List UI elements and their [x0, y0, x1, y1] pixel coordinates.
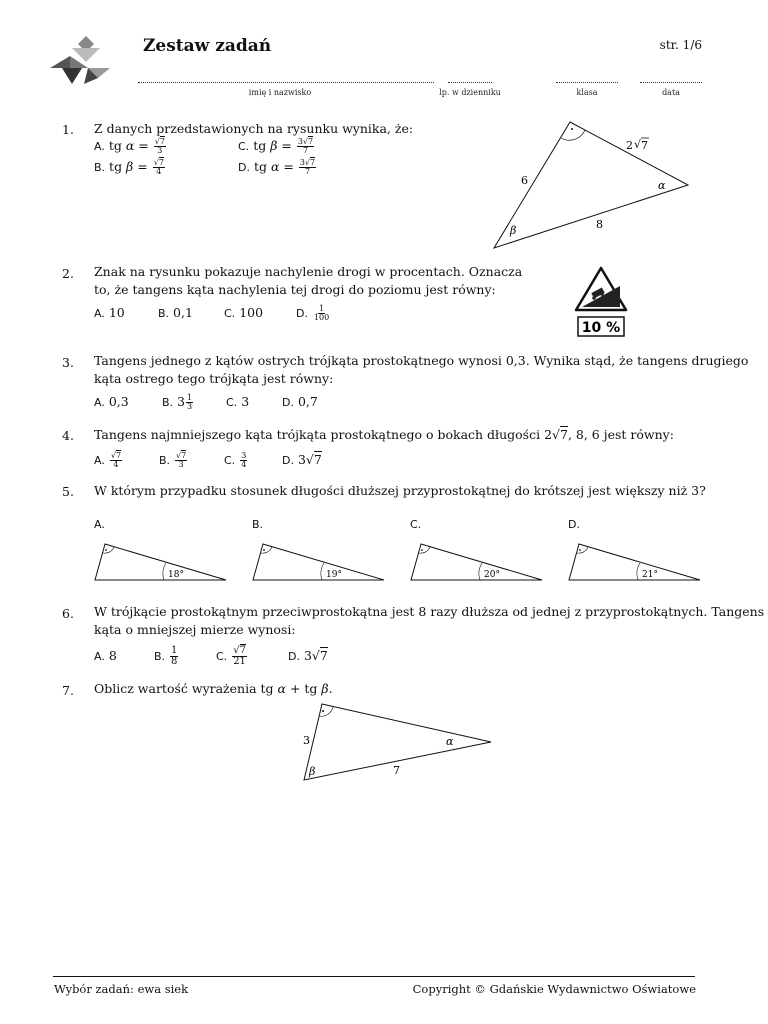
q7-label-7: 7	[393, 764, 400, 777]
q5-option-b-letter: B.	[252, 518, 264, 531]
q5-triangle-b	[250, 540, 390, 584]
road-slope-sign	[574, 266, 628, 338]
q1-beta: β	[510, 224, 517, 237]
date-label: data	[662, 88, 680, 97]
q7-triangle-figure	[292, 696, 502, 786]
q7-label-3: 3	[303, 734, 310, 747]
q5-text: W którym przypadku stosunek długości dłuższej przyprostokątnej do krótszej jest większy niż 3?	[94, 483, 706, 498]
q6-answer-d: D. 3√7	[288, 648, 328, 663]
q5-number: 5.	[62, 484, 74, 499]
q1-text: Z danych przedstawionych na rysunku wynika, że:	[94, 121, 414, 136]
page-number: str. 1/6	[659, 38, 702, 52]
q1-triangle-figure	[480, 112, 700, 257]
q2-answer-a: A. 10	[94, 305, 125, 320]
q3-answer-d: D. 0,7	[282, 394, 318, 409]
date-field-line	[640, 72, 702, 83]
q2-text-line1: Znak na rysunku pokazuje nachylenie drogi w procentach. Oznacza	[94, 264, 523, 279]
q6-answer-b: B. $\frac{1}{8}$	[154, 645, 178, 667]
q7-beta: β	[309, 765, 316, 778]
q1-label-6: 6	[521, 174, 528, 187]
q1-sqrt-sign: √	[634, 138, 642, 151]
q5-triangle-d	[566, 540, 706, 584]
q2-number: 2.	[62, 266, 74, 281]
name-field-line	[138, 72, 434, 83]
q5-angle-d: 21°	[642, 570, 658, 580]
q5-angle-c: 20°	[484, 570, 500, 580]
q6-text-line1: W trójkącie prostokątnym przeciwprostokątna jest 8 razy dłuższa od jednej z przyprostokątnych. Tangens	[94, 604, 765, 619]
q7-text: Oblicz wartość wyrażenia tg α + tg β.	[94, 681, 333, 696]
q5-triangle-a	[92, 540, 232, 584]
q4-number: 4.	[62, 428, 74, 443]
page-title: Zestaw zadań	[143, 36, 272, 56]
footer-left: Wybór zadań: ewa siek	[54, 982, 189, 996]
q5-option-c-letter: C.	[410, 518, 422, 531]
q2-text-line2: to, że tangens kąta nachylenia tej drogi do poziomu jest równy:	[94, 282, 496, 297]
q4-answer-c: C. $\frac{3}{4}$	[224, 451, 247, 469]
q1-answer-a: A. tg α = $\frac{√7}{3}$	[94, 137, 165, 155]
q3-answer-c: C. 3	[226, 394, 250, 409]
q6-answer-c: C. $\frac{√7}{21}$	[216, 645, 246, 667]
q4-answer-b: B. $\frac{√7}{3}$	[159, 451, 187, 469]
q4-text: Tangens najmniejszego kąta trójkąta prostokątnego o bokach długości 2√7, 8, 6 jest równy:	[94, 427, 674, 442]
q7-alpha: α	[446, 735, 454, 748]
q1-answer-d: D. tg α = $\frac{3√7}{7}$	[238, 158, 316, 176]
q1-alpha: α	[658, 179, 666, 192]
q1-answer-b: B. tg β = $\frac{√7}{4}$	[94, 158, 164, 176]
q1-label-2: 2	[626, 139, 633, 152]
q7-number: 7.	[62, 683, 74, 698]
q3-number: 3.	[62, 355, 74, 370]
q5-option-a-letter: A.	[94, 518, 105, 531]
q1-number: 1.	[62, 122, 74, 137]
q1-label-8: 8	[596, 218, 603, 231]
number-label: lp. w dzienniku	[439, 88, 501, 97]
q4-answer-a: A. $\frac{√7}{4}$	[94, 451, 122, 469]
class-label: klasa	[576, 88, 598, 97]
q3-text-line1: Tangens jednego z kątów ostrych trójkąta prostokątnego wynosi 0,3. Wynika stąd, że tangens drugiego	[94, 353, 749, 368]
q1-label-7: 7	[641, 139, 648, 152]
q2-answer-b: B. 0,1	[158, 305, 193, 320]
q3-text-line2: kąta ostrego tego trójkąta jest równy:	[94, 371, 334, 386]
q2-answer-d: D. $\frac{1}{100}$	[296, 304, 330, 322]
q2-answer-c: C. 100	[224, 305, 264, 320]
footer-right: Copyright © Gdańskie Wydawnictwo Oświatowe	[412, 982, 696, 996]
q6-text-line2: kąta o mniejszej mierze wynosi:	[94, 622, 296, 637]
q5-option-d-letter: D.	[568, 518, 580, 531]
q5-angle-b: 19°	[326, 570, 342, 580]
q6-number: 6.	[62, 606, 74, 621]
footer-rule	[53, 976, 695, 977]
q6-answer-a: A. 8	[94, 648, 117, 663]
q3-answer-a: A. 0,3	[94, 394, 129, 409]
number-field-line	[448, 72, 492, 83]
q1-answer-c: C. tg β = $\frac{3√7}{7}$	[238, 137, 314, 155]
name-label: imię i nazwisko	[248, 88, 312, 97]
sign-label: 10 %	[581, 320, 621, 336]
q3-answer-b: B. 3 $\frac{1}{3}$	[162, 393, 193, 411]
class-field-line	[556, 72, 618, 83]
publisher-logo	[48, 34, 114, 88]
q5-angle-a: 18°	[168, 570, 184, 580]
q4-answer-d: D. 3√7	[282, 452, 322, 467]
q5-triangle-c	[408, 540, 548, 584]
